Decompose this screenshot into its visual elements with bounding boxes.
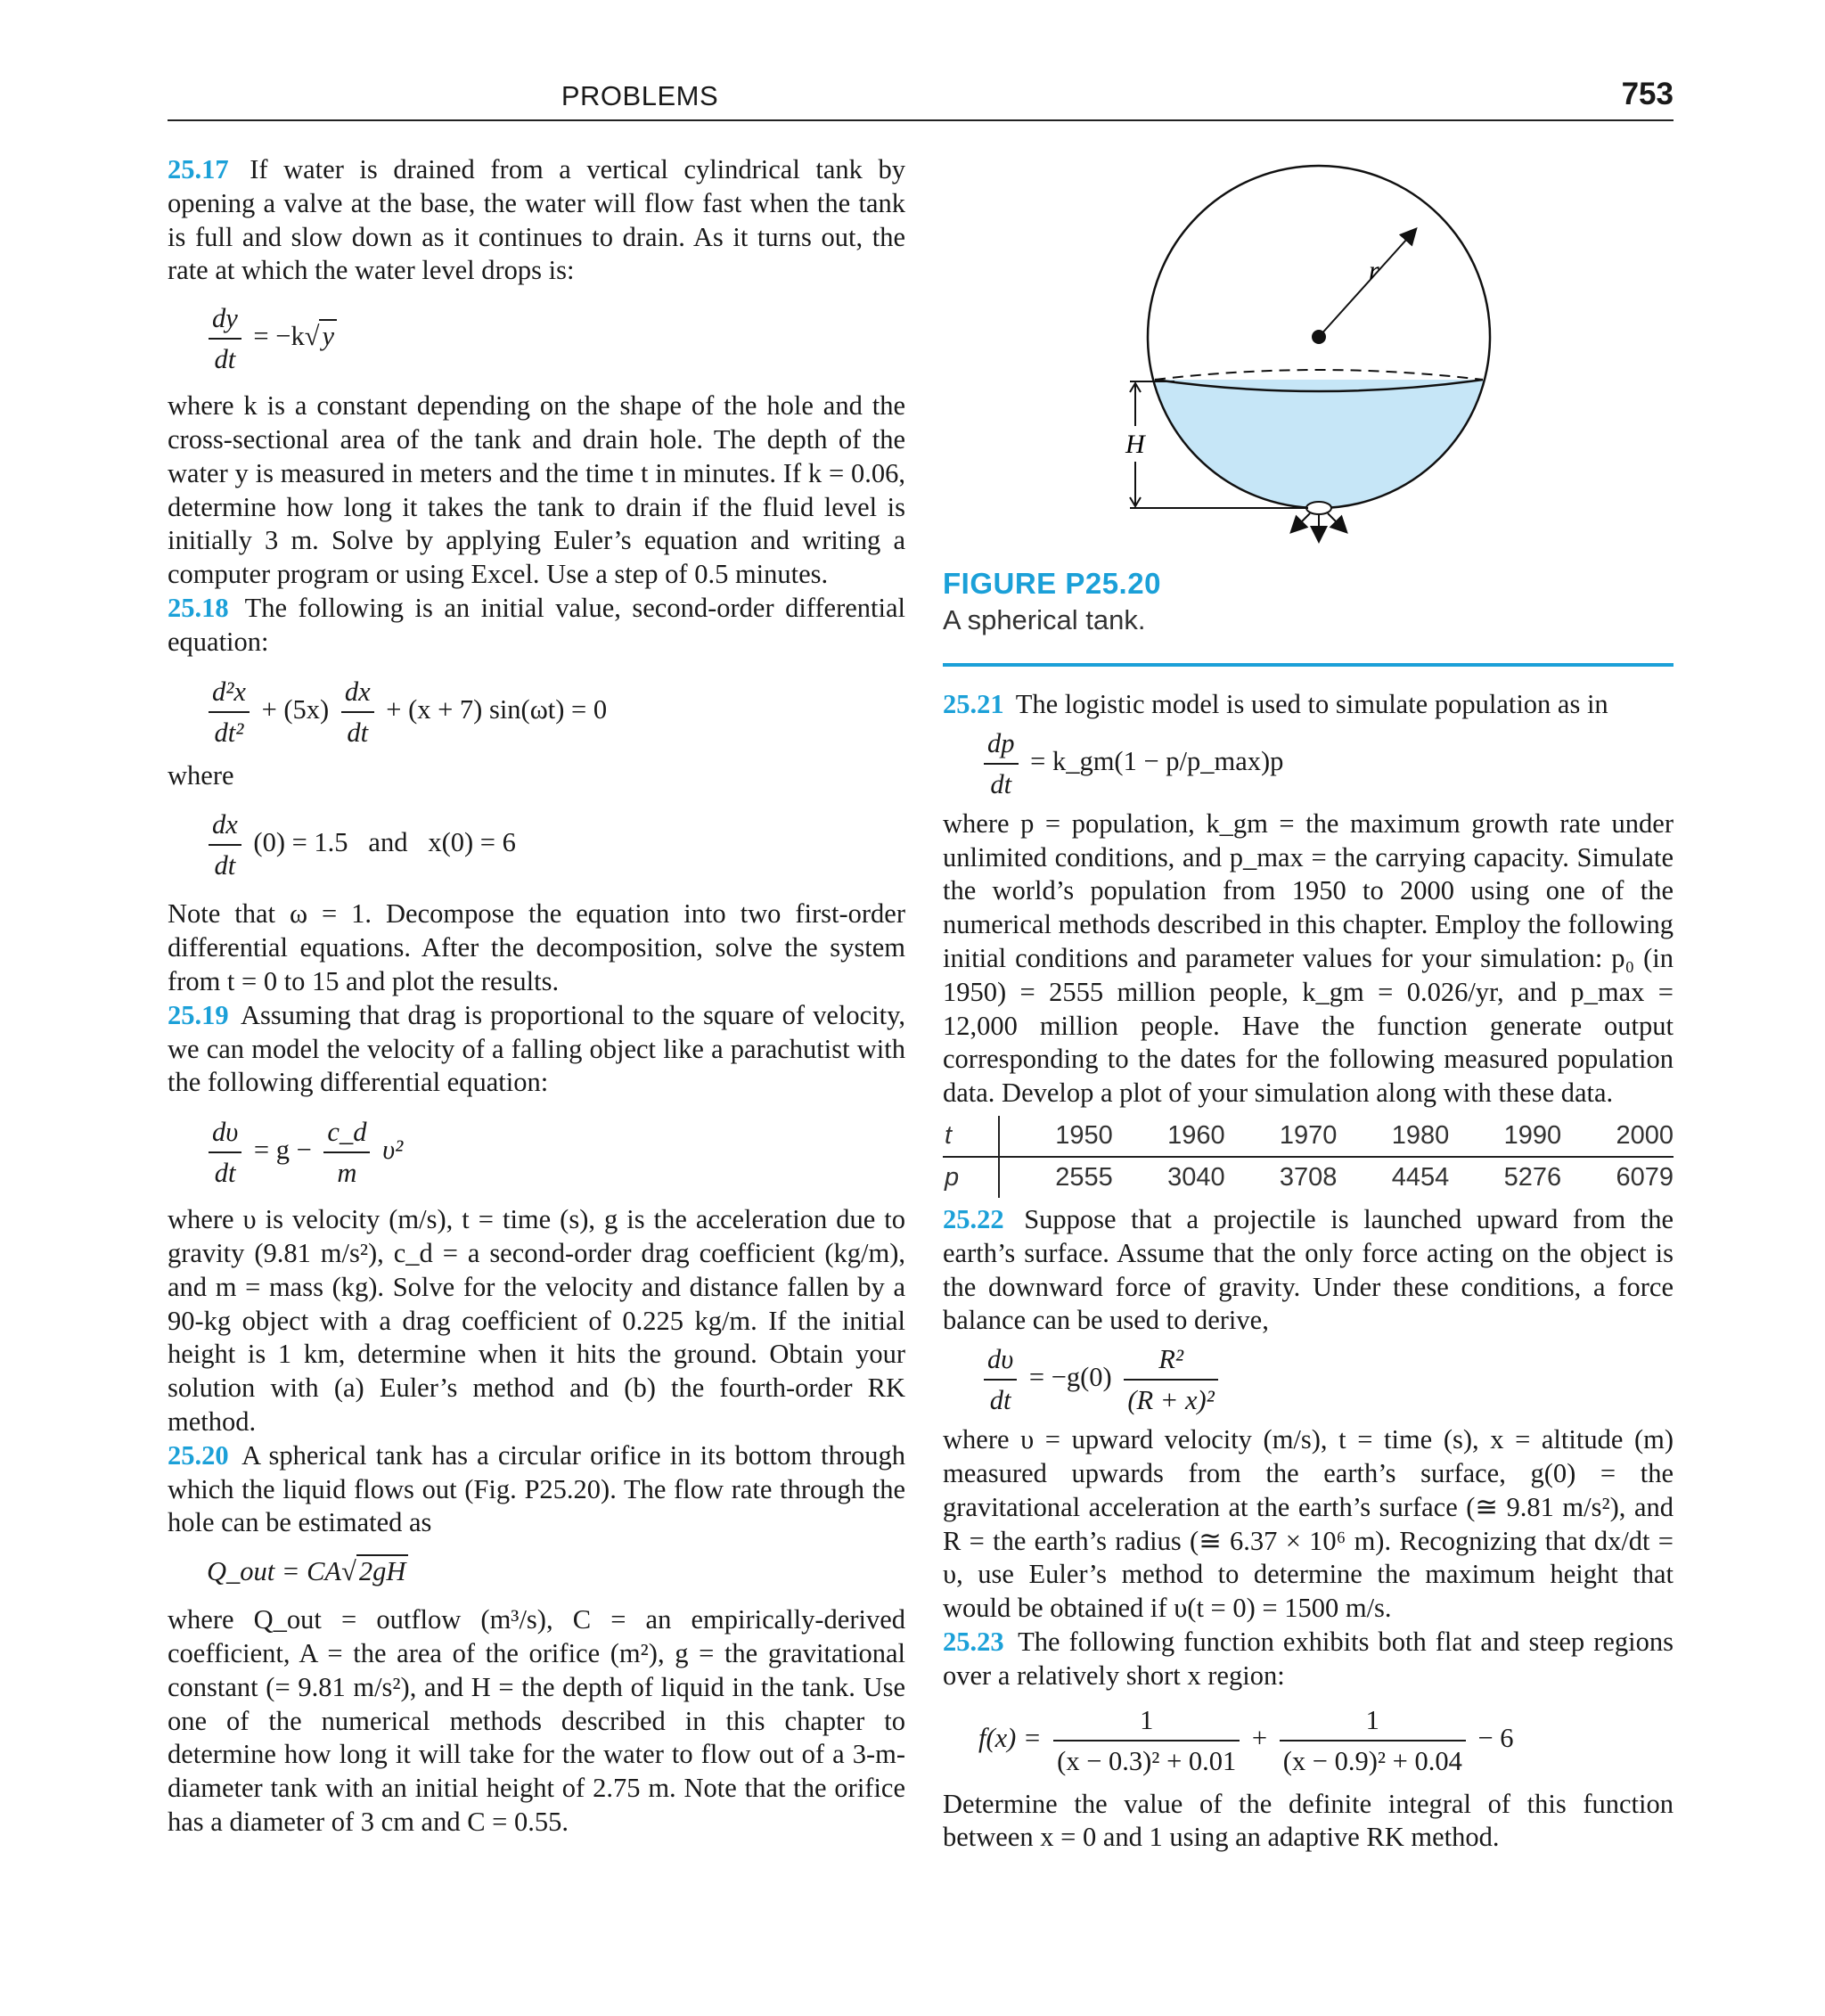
- equation-plus: +: [1251, 1722, 1268, 1753]
- fraction-numerator: dx: [341, 674, 374, 713]
- problem-number: 25.19: [168, 999, 229, 1030]
- fraction-denominator: dt: [989, 1385, 1011, 1416]
- page-number: 753: [1621, 77, 1674, 111]
- equation-25-21: [978, 725, 1674, 802]
- problem-text: where υ is velocity (m/s), t = time (s), g is the acceleration due to gravity (9.81 m/s²), c_d = a second-order drag coefficient (kg/m), and m = mass (kg). Solve for the velocity and distance fallen by a 90-kg object with a drag coefficient of 0.225 kg/m. If the initial height is 1 km, determine when it hits the ground. Obtain your solution with (a) Euler’s method and (b) the fourth-order RK method.: [168, 1204, 905, 1437]
- problem-text: where υ = upward velocity (m/s), t = time (s), x = altitude (m) measured upwards from the earth’s surface, g(0) = the gravitational acceleration at the earth’s surface (≅ 9.81 m/s²), and R = the earth’s radius (≅ 6.37 × 10⁶ m). Recognizing that dx/dt = υ, use Euler’s method to determine the maximum height that would be obtained if υ(t = 0) = 1500 m/s.: [943, 1424, 1674, 1624]
- fraction: [1124, 1341, 1217, 1418]
- problem-number: 25.21: [943, 689, 1004, 719]
- orifice: [1306, 502, 1331, 514]
- equation-rhs: = −k: [253, 321, 305, 352]
- where-label: where: [168, 759, 234, 791]
- problem-number: 25.22: [943, 1203, 1004, 1234]
- fraction-denominator: dt: [214, 850, 236, 881]
- right-column: [943, 688, 1674, 1855]
- fraction: [209, 300, 241, 377]
- problem-text: where Q_out = outflow (m³/s), C = an empirically-derived coefficient, A = the area of the orifice (m²), g = the gravitational constant (= 9.81 m/s²), and H = the depth of liquid in the tank. Use one of the numerical methods described in this chapter to determine how long it will take for the water to flow out of a 3-m-diameter tank with an initial height of 2.75 m. Note that the orifice has a diameter of 3 cm and C = 0.55.: [168, 1604, 905, 1837]
- problem-intro: The following function exhibits both flat and steep regions over a relatively short x region:: [943, 1626, 1674, 1691]
- fraction-numerator: dυ: [984, 1341, 1017, 1381]
- left-column: [168, 153, 905, 1840]
- running-head: PROBLEMS: [561, 80, 719, 111]
- fraction-numerator: 1: [1053, 1702, 1240, 1741]
- problem-25-17: [168, 153, 905, 288]
- problem-25-18: [168, 592, 905, 660]
- fraction: [341, 674, 374, 750]
- fraction-denominator: m: [337, 1158, 357, 1189]
- radicand: 2gH: [356, 1554, 409, 1586]
- table-cell: 1960: [1113, 1116, 1225, 1157]
- table-cell: 1990: [1449, 1116, 1561, 1157]
- equation-25-19: [203, 1114, 905, 1191]
- fraction-numerator: dy: [209, 300, 241, 340]
- fraction: [209, 674, 250, 750]
- fraction-numerator: R²: [1124, 1341, 1217, 1381]
- equation-term: = g −: [253, 1135, 312, 1166]
- label-H: H: [1125, 430, 1145, 459]
- fraction-numerator: dp: [984, 725, 1019, 765]
- page-header: [168, 78, 1674, 121]
- fraction-denominator: dt²: [214, 717, 244, 748]
- problem-intro: A spherical tank has a circular orifice in its bottom through which the liquid flows out (Fig. P25.20). The flow rate through the hole can be estimated as: [168, 1439, 906, 1538]
- table-cell: 6079: [1616, 1162, 1674, 1192]
- problem-intro: Assuming that drag is proportional to the square of velocity, we can model the velocity of a falling object like a parachutist with the following differential equation:: [168, 999, 905, 1098]
- equation-rhs: + (x + 7) sin(ωt) = 0: [386, 693, 608, 725]
- tank-diagram: [943, 150, 1674, 569]
- table-cell: 1980: [1337, 1116, 1449, 1157]
- equation-term: + (5x): [261, 693, 330, 725]
- table-header-p: p: [943, 1157, 999, 1198]
- problem-25-20: [168, 1439, 905, 1540]
- initial-condition: [203, 807, 905, 883]
- figure-caption: A spherical tank.: [943, 604, 1146, 635]
- table-cell: 2000: [1561, 1116, 1674, 1157]
- problem-25-19: [168, 999, 905, 1100]
- fraction-numerator: 1: [1280, 1702, 1466, 1741]
- fraction-denominator: dt: [214, 344, 236, 375]
- table-cell: 4454: [1391, 1162, 1450, 1192]
- equation-25-18: [203, 674, 905, 750]
- figure-title: FIGURE P25.20: [943, 567, 1161, 600]
- fraction-denominator: (R + x)²: [1127, 1385, 1215, 1416]
- liquid-surface-back: [1155, 370, 1483, 380]
- problem-25-21: [943, 688, 1674, 722]
- fraction-numerator: dx: [209, 807, 241, 846]
- table-cell: 1970: [1225, 1116, 1338, 1157]
- problem-number: 25.18: [168, 592, 229, 623]
- table-cell: 5276: [1503, 1162, 1562, 1192]
- population-table: [943, 1116, 1674, 1198]
- problem-intro: Suppose that a projectile is launched upward from the earth’s surface. Assume that the only force acting on the object is the downward force of gravity. Under these conditions, a force balance can be used to derive,: [943, 1203, 1674, 1336]
- table-header-t: t: [943, 1116, 999, 1157]
- equation-term: = −g(0): [1028, 1362, 1112, 1393]
- equation-25-22: [978, 1341, 1674, 1418]
- fraction: [209, 1114, 241, 1191]
- problem-text: Note that ω = 1. Decompose the equation into two first-order differential equations. After the decomposition, solve the system from t = 0 to 15 and plot the results.: [168, 898, 905, 996]
- equation-lhs: f(x) =: [978, 1722, 1042, 1753]
- problem-number: 25.23: [943, 1626, 1004, 1657]
- table-row-time: [943, 1116, 1674, 1157]
- equation-25-20: Q_out = CA√2gH: [207, 1556, 905, 1587]
- problem-number: 25.20: [168, 1439, 229, 1471]
- fraction-numerator: c_d: [323, 1114, 370, 1153]
- equation-lhs: Q_out = CA: [207, 1556, 342, 1587]
- table-cell: 2555: [1055, 1162, 1113, 1192]
- equation-tail: υ²: [382, 1135, 404, 1166]
- fraction: [1280, 1702, 1466, 1779]
- fraction-numerator: d²x: [209, 674, 250, 713]
- fraction-denominator: dt: [347, 717, 369, 748]
- figure-divider: [943, 663, 1674, 667]
- problem-intro: The following is an initial value, second-order differential equation:: [168, 592, 905, 657]
- radius-arrow: [1319, 230, 1415, 337]
- outflow-arrow: [1292, 513, 1310, 531]
- fraction: [209, 807, 241, 883]
- problem-text: where k is a constant depending on the shape of the hole and the cross-sectional area of the tank and drain hole. The depth of the water y is measured in meters and the time t in minutes. If k = 0.06, determine how long it takes the tank to drain if the fluid level is initially 3 m. Solve by applying Euler’s equation and writing a computer program or using Excel. Use a step of 0.5 minutes.: [168, 390, 905, 590]
- problem-25-23: [943, 1626, 1674, 1693]
- problem-text: Determine the value of the definite integral of this function between x = 0 and 1 using an adaptive RK method.: [943, 1788, 1674, 1853]
- fraction: [323, 1114, 370, 1191]
- outflow-arrow: [1328, 513, 1346, 531]
- label-r: r: [1369, 256, 1379, 285]
- equation-rhs: = k_gm(1 − p/p_max)p: [1030, 745, 1284, 776]
- fraction-numerator: dυ: [209, 1114, 241, 1153]
- table-row-population: [943, 1157, 1674, 1198]
- table-cell: 3040: [1167, 1162, 1225, 1192]
- equation-25-17: $\frac{dy}{dt}$ = −k√y: [203, 300, 905, 377]
- problem-number: 25.17: [168, 154, 229, 184]
- fraction-denominator: dt: [990, 768, 1012, 799]
- problem-25-22: [943, 1203, 1674, 1338]
- radicand: y: [319, 319, 337, 351]
- problem-text: where p = population, k_gm = the maximum growth rate under unlimited conditions, and p_max = the carrying capacity. Simulate the world’s population from 1950 to 2000 using one of the numerical methods described in this chapter. Employ the following initial conditions and parameter values for your simulation: p₀ (in 1950) = 2555 million people, k_gm = 0.026/yr, and p_max = 12,000 million people. Have the function generate output corresponding to the dates for the following measured population data. Develop a plot of your simulation along with these data.: [943, 807, 1674, 1109]
- table-cell: 3708: [1279, 1162, 1338, 1192]
- equation-tail: − 6: [1477, 1722, 1514, 1753]
- equation-rhs: (0) = 1.5 and x(0) = 6: [253, 827, 516, 858]
- equation-25-23: [978, 1702, 1674, 1779]
- problem-intro: If water is drained from a vertical cylindrical tank by opening a valve at the base, the water will flow fast when the tank is full and slow down as it continues to drain. As it turns out, the rate at which the water level drops is:: [168, 154, 905, 286]
- fraction: [1053, 1702, 1240, 1779]
- table-cell: 1950: [999, 1116, 1113, 1157]
- fraction-denominator: (x − 0.3)² + 0.01: [1057, 1745, 1237, 1776]
- fraction: [984, 1341, 1017, 1418]
- fraction-denominator: (x − 0.9)² + 0.04: [1282, 1745, 1462, 1776]
- problem-intro: The logistic model is used to simulate population as in: [1015, 689, 1608, 719]
- fraction: [984, 725, 1019, 802]
- fraction-denominator: dt: [214, 1158, 236, 1189]
